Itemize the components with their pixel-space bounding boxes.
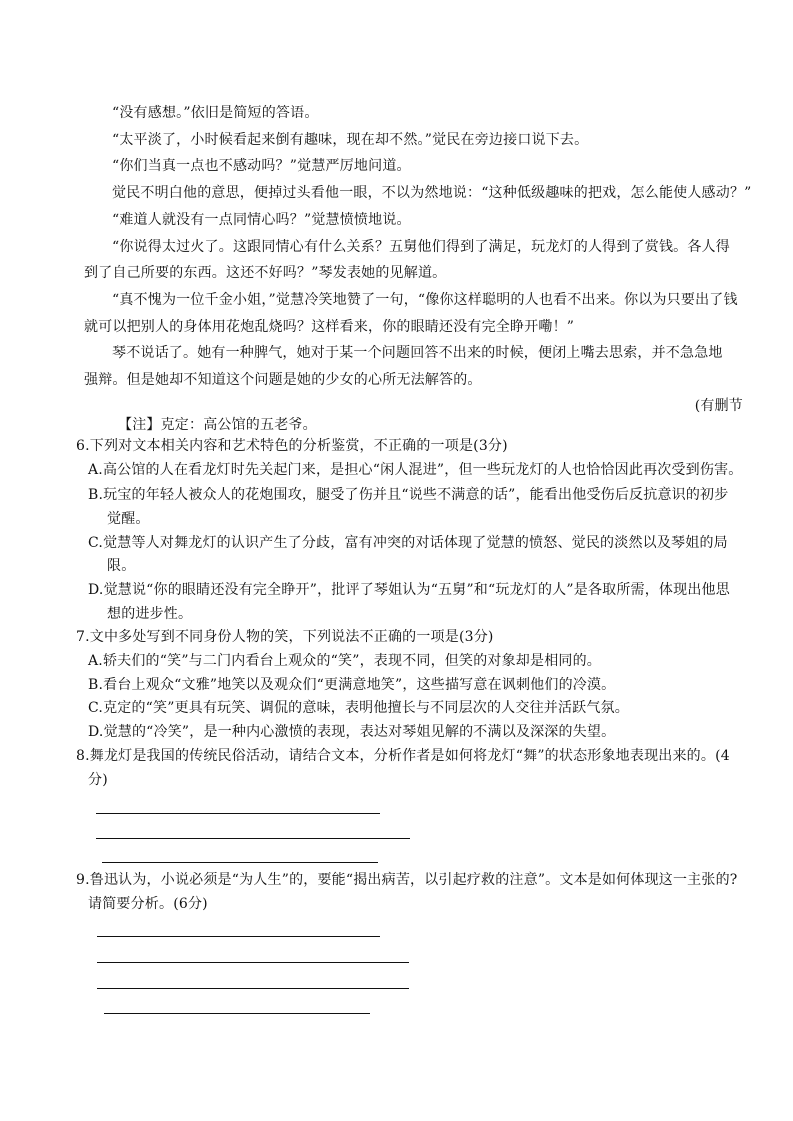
- question-9-answer-line-3[interactable]: [97, 988, 409, 989]
- footnote: 【注】克定：高公馆的五老爷。: [118, 417, 317, 433]
- question-6-option-b-line-2: 觉醒。: [107, 511, 150, 527]
- passage-line-7: 到了自己所要的东西。这还不好吗？”琴发表她的见解道。: [84, 265, 447, 281]
- passage-line-1: “没有感想。”依旧是简短的答语。: [112, 105, 319, 121]
- question-7-option-a: A.轿夫们的“笑”与二门内看台上观众的“笑”，表现不同，但笑的对象却是相同的。: [88, 653, 601, 669]
- question-6-option-a: A.高公馆的人在看龙灯时先关起门来，是担心“闲人混进”，但一些玩龙灯的人也恰恰因此再次受到伤害。: [88, 462, 743, 478]
- question-9-answer-line-4[interactable]: [104, 1013, 370, 1014]
- question-8-answer-line-3[interactable]: [102, 862, 378, 863]
- question-6-option-d-line-2: 想的进步性。: [107, 606, 193, 622]
- question-6-option-c-line-2: 限。: [107, 558, 136, 574]
- question-9-stem-line-2: 请简要分析。(6分): [88, 896, 208, 912]
- question-9-answer-line-2[interactable]: [97, 962, 409, 963]
- question-7-option-d: D.觉慧的“冷笑”，是一种内心激愤的表现，表达对琴姐见解的不满以及深深的失望。: [88, 724, 616, 740]
- passage-line-3: “你们当真一点也不感动吗？”觉慧严厉地问道。: [112, 158, 411, 174]
- question-7-stem: 7.文中多处写到不同身份人物的笑，下列说法不正确的一项是(3分): [76, 629, 494, 645]
- question-9-answer-line-1[interactable]: [97, 936, 380, 937]
- question-9-stem-line-1: 9.鲁迅认为，小说必须是“为人生”的，要能“揭出病苦，以引起疗救的注意”。文本是如何体现这一主张的?: [76, 872, 738, 888]
- question-8-answer-line-1[interactable]: [96, 813, 380, 814]
- question-8-answer-line-2[interactable]: [96, 838, 410, 839]
- question-8-stem-line-1: 8.舞龙灯是我国的传统民俗活动，请结合文本，分析作者是如何将龙灯“舞”的状态形象地表现出来的。(4: [76, 748, 730, 764]
- passage-line-11: 强辩。但是她却不知道这个问题是她的少女的心所无法解答的。: [84, 372, 482, 388]
- passage-line-5: “难道人就没有一点同情心吗？”觉慧愤愤地说。: [112, 212, 411, 228]
- question-8-stem-line-2: 分): [88, 772, 108, 788]
- passage-line-6: “你说得太过火了。这跟同情心有什么关系？五舅他们得到了满足，玩龙灯的人得到了赏钱。各人得: [112, 239, 730, 255]
- passage-line-9: 就可以把别人的身体用花炮乱烧吗？这样看来，你的眼睛还没有完全睁开嘞！”: [84, 319, 575, 335]
- question-7-option-c: C.克定的“笑”更具有玩笑、调侃的意味，表明他擅长与不同层次的人交往并活跃气氛。: [88, 700, 629, 716]
- passage-line-10: 琴不说话了。她有一种脾气，她对于某一个问题回答不出来的时候，便闭上嘴去思索，并不急急地: [112, 345, 723, 361]
- passage-line-2: “太平淡了，小时候看起来倒有趣味，现在却不然。”觉民在旁边接口说下去。: [112, 132, 589, 148]
- question-6-option-b-line-1: B.玩宝的年轻人被众人的花炮围攻，腿受了伤并且“说些不满意的话”，能看出他受伤后反抗意识的初步: [88, 487, 729, 503]
- question-7-option-b: B.看台上观众“文雅”地笑以及观众们“更满意地笑”，这些描写意在讽刺他们的冷漠。: [88, 677, 616, 693]
- passage-line-8: “真不愧为一位千金小姐，”觉慧冷笑地赞了一句，“像你这样聪明的人也看不出来。你以为只要出了钱: [112, 292, 738, 308]
- source-note: (有删节: [694, 398, 743, 414]
- question-6-option-c-line-1: C.觉慧等人对舞龙灯的认识产生了分歧，富有冲突的对话体现了觉慧的愤怒、觉民的淡然以及琴姐的局: [88, 535, 728, 551]
- question-6-stem: 6.下列对文本相关内容和艺术特色的分析鉴赏，不正确的一项是(3分): [76, 438, 508, 454]
- question-6-option-d-line-1: D.觉慧说“你的眼睛还没有完全睁开”，批评了琴姐认为“五舅”和“玩龙灯的人”是各取所需，体现出他思: [88, 582, 730, 598]
- passage-line-4: 觉民不明白他的意思，便掉过头看他一眼，不以为然地说：“这种低级趣味的把戏，怎么能使人感动？”: [112, 185, 752, 201]
